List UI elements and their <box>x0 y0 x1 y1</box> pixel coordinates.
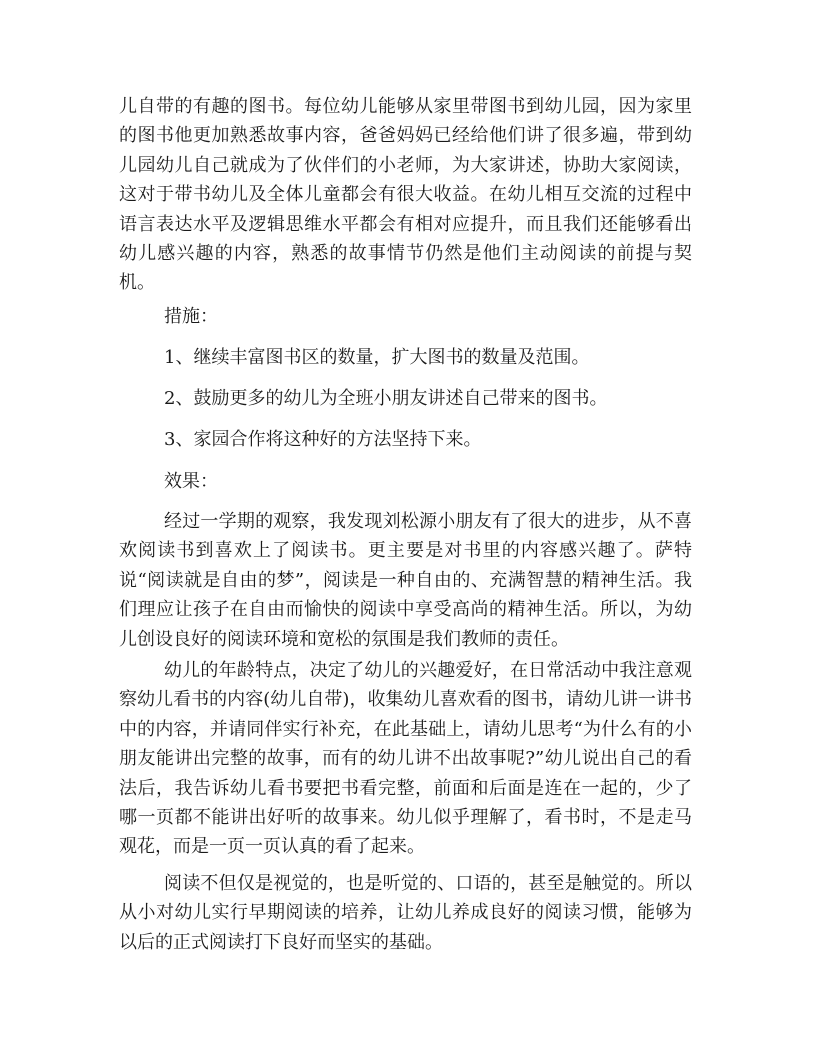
effects-heading: 效果： <box>164 471 218 492</box>
measure-item-2: 2、鼓励更多的幼儿为全班小朋友讲述自己带来的图书。 <box>164 388 608 409</box>
paragraph-reading-intro: 儿自带的有趣的图书。每位幼儿能够从家里带图书到幼儿园，因为家里的图书他更加熟悉故事内容，爸爸妈妈已经给他们讲了很多遍，带到幼儿园幼儿自己就成为了伙伴们的小老师，为大家讲述，协助大家阅读，这对于带书幼儿及全体儿童都会有很大收益。在幼儿相互交流的过程中语言表达水平及逻辑思维水平都会有相对应提升，而且我们还能够看出幼儿感兴趣的内容，熟悉的故事情节仍然是他们主动阅读的前提与契机。 <box>119 96 692 294</box>
paragraph-age-characteristics: 幼儿的年龄特点，决定了幼儿的兴趣爱好，在日常活动中我注意观察幼儿看书的内容(幼儿自带)，收集幼儿喜欢看的图书，请幼儿讲一讲书中的内容，并请同伴实行补充，在此基础上，请幼儿思考“为什么有的小朋友能讲出完整的故事，而有的幼儿讲不出故事呢?”幼儿说出自己的看法后，我告诉幼儿看书要把书看完整，前面和后面是连在一起的，少了哪一页都不能讲出好听的故事来。幼儿似乎理解了，看书时，不是走马观花，而是一页一页认真的看了起来。 <box>119 660 692 858</box>
measure-item-1: 1、继续丰富图书区的数量，扩大图书的数量及范围。 <box>164 347 590 368</box>
paragraph-conclusion: 阅读不但仅是视觉的，也是听觉的、口语的，甚至是触觉的。所以从小对幼儿实行早期阅读的培养，让幼儿养成良好的阅读习惯，能够为以后的正式阅读打下良好而坚实的基础。 <box>119 873 692 953</box>
measures-heading: 措施： <box>164 306 218 327</box>
measure-item-3: 3、家园合作将这种好的方法坚持下来。 <box>164 429 482 450</box>
paragraph-observation: 经过一学期的观察，我发现刘松源小朋友有了很大的进步，从不喜欢阅读书到喜欢上了阅读书。更主要是对书里的内容感兴趣了。萨特说“阅读就是自由的梦”，阅读是一种自由的、充满智慧的精神生活。我们理应让孩子在自由而愉快的阅读中享受高尚的精神生活。所以，为幼儿创设良好的阅读环境和宽松的氛围是我们教师的责任。 <box>119 511 692 650</box>
